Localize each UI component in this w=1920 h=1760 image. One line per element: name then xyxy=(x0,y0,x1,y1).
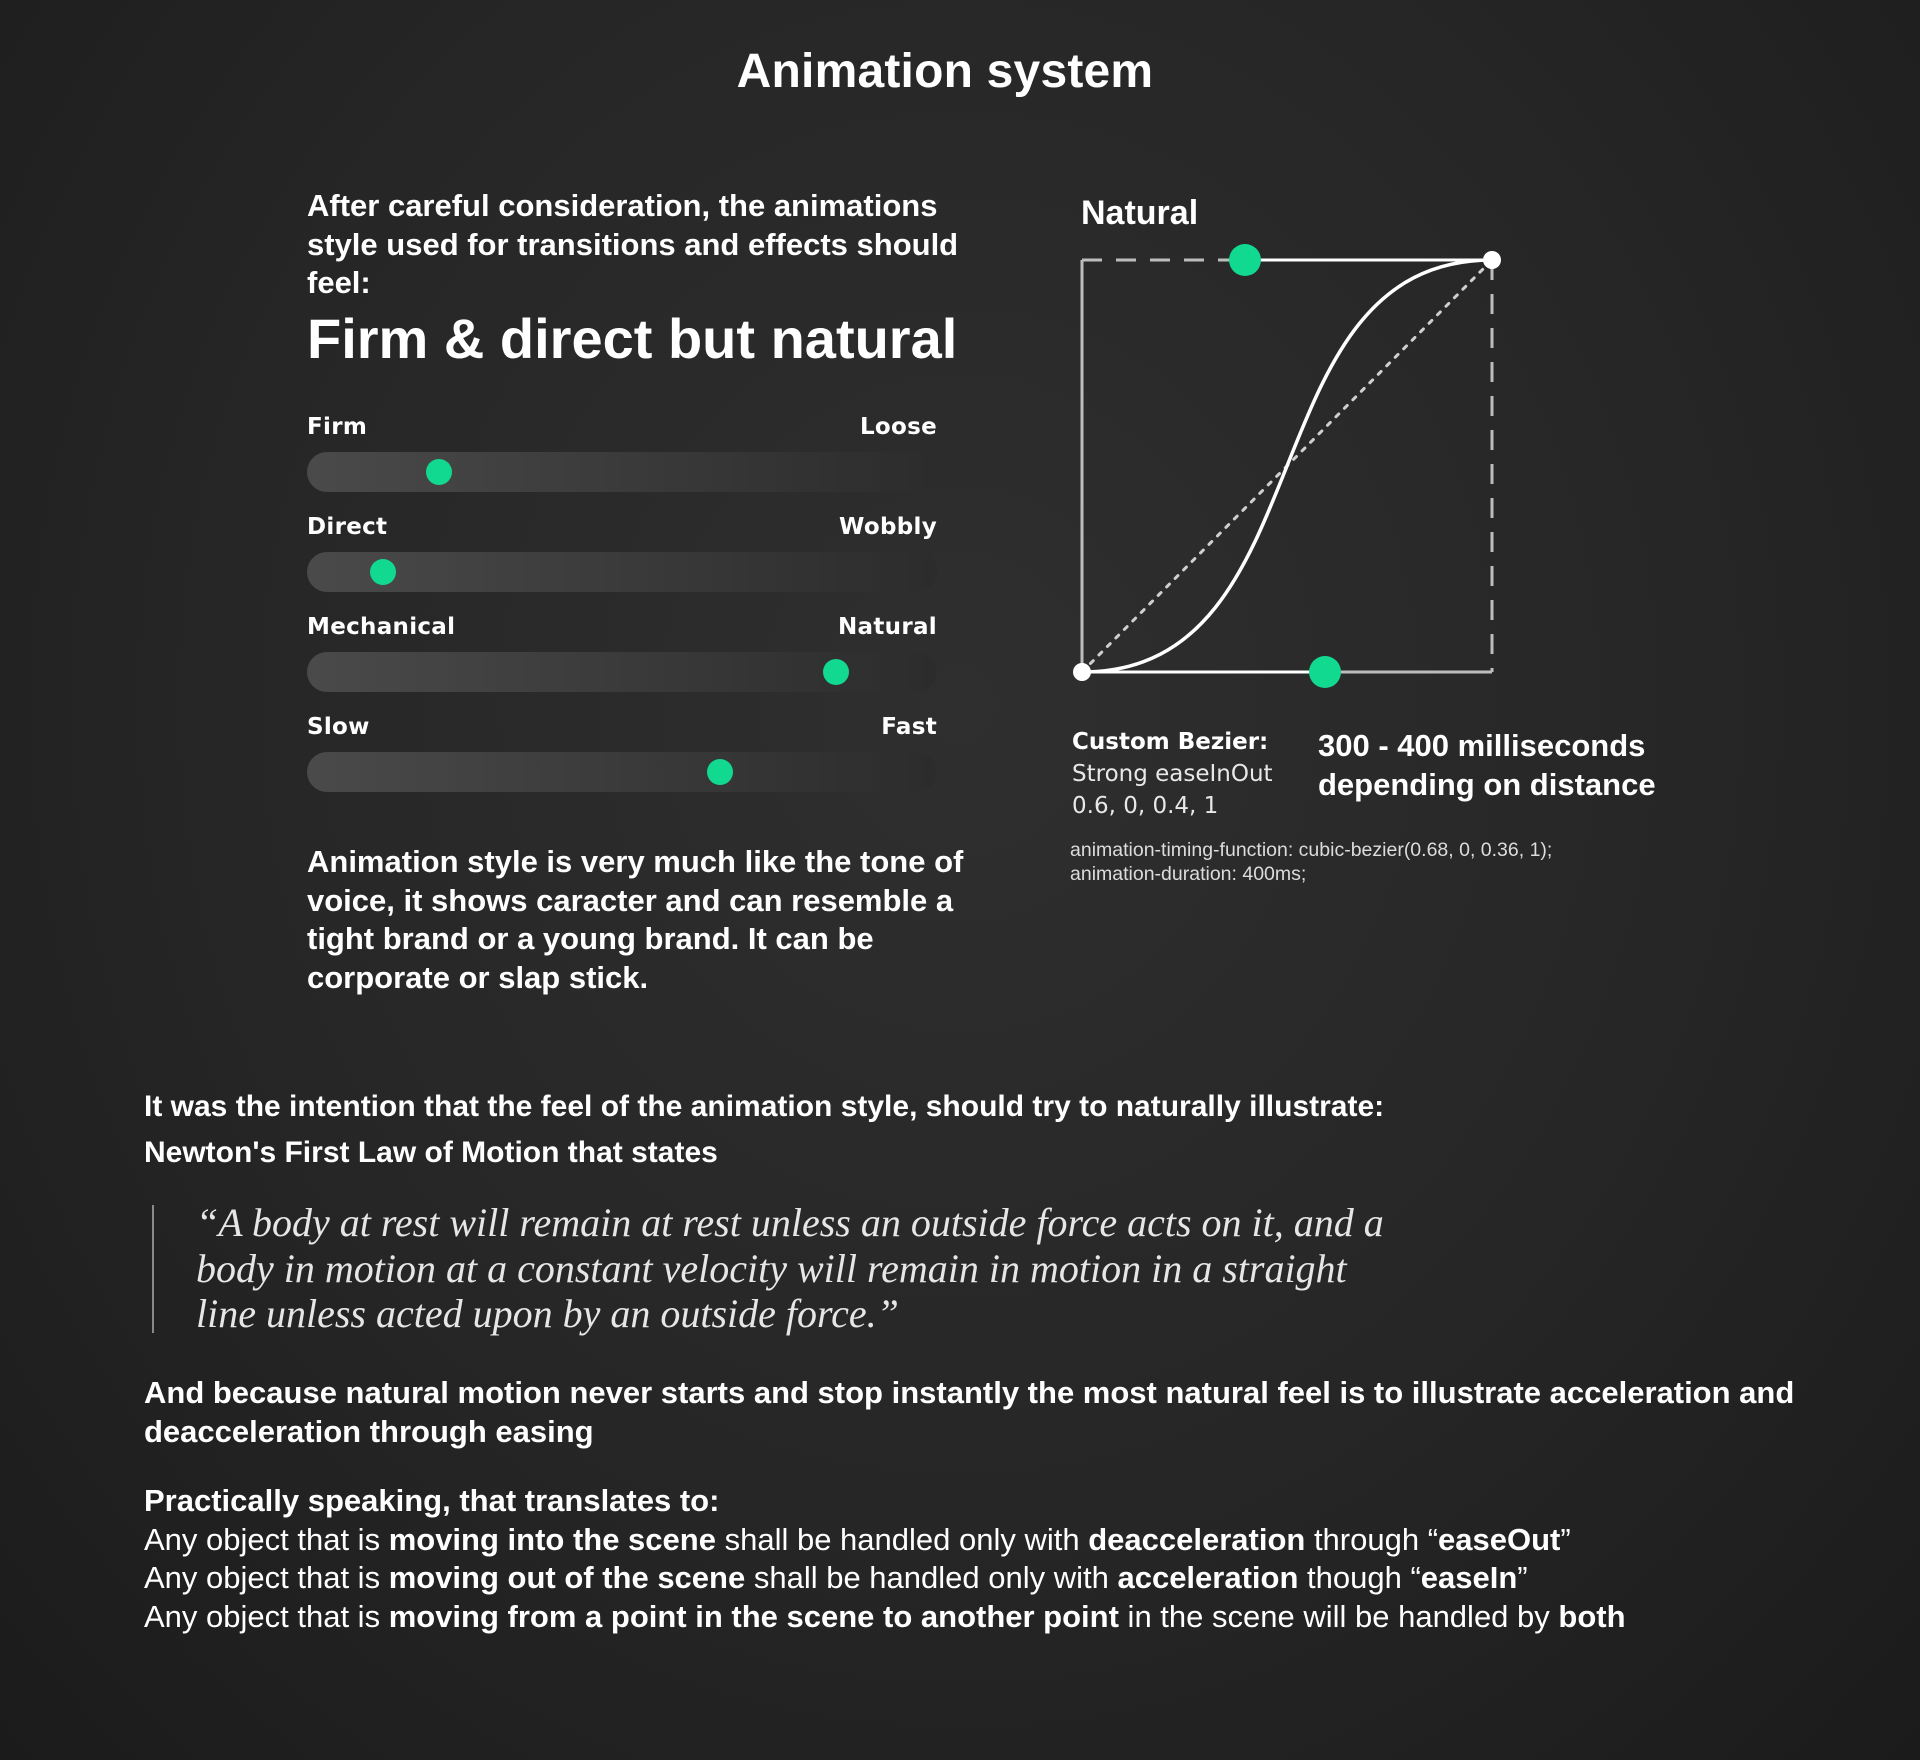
slider-direct-wobbly[interactable] xyxy=(307,514,937,594)
duration-text: 300 - 400 milliseconds depending on distance xyxy=(1318,728,1656,802)
bezier-curve-diagram xyxy=(1040,180,1640,700)
css-code-snippet xyxy=(1070,838,1552,886)
bezier-info-title: Custom Bezier: xyxy=(1072,729,1269,755)
text-part: through “ xyxy=(1305,1521,1439,1557)
slider-right-label: Fast xyxy=(881,714,937,740)
page-title: Animation system xyxy=(736,45,1154,98)
css-code-line: animation-duration: 400ms; xyxy=(1070,863,1307,885)
control-point-2 xyxy=(1229,244,1261,276)
bold-part: easeIn xyxy=(1420,1560,1518,1595)
bezier-info xyxy=(1072,726,1273,822)
slider-left-label: Mechanical xyxy=(307,614,456,640)
slider-knob[interactable] xyxy=(823,659,849,685)
slider-track[interactable] xyxy=(307,552,937,592)
bold-part: deacceleration xyxy=(1088,1521,1306,1557)
text-part: in the scene will be handled by xyxy=(1118,1598,1559,1634)
tone-of-voice-text: Animation style is very much like the tone of voice, it shows caracter and can resemble a tight brand or a young brand. It can be corporate or slap stick. xyxy=(307,844,964,995)
slider-left-label: Slow xyxy=(307,714,370,740)
curve-start-point xyxy=(1073,663,1091,681)
practical-row xyxy=(144,1559,1904,1598)
bold-part: moving from a point in the scene to another point xyxy=(388,1598,1119,1634)
curve-end-point xyxy=(1483,251,1501,269)
css-code-line: animation-timing-function: cubic-bezier(0.68, 0, 0.36, 1); xyxy=(1070,839,1553,861)
control-point-1 xyxy=(1309,656,1341,688)
curve-title: Natural xyxy=(1081,194,1199,232)
slider-track[interactable] xyxy=(307,752,937,792)
slider-left-label: Firm xyxy=(307,414,368,440)
slider-right-label: Wobbly xyxy=(839,514,937,540)
slider-knob[interactable] xyxy=(370,559,396,585)
bezier-info-name: Strong easeInOut xyxy=(1072,761,1273,787)
text-part: Any object that is xyxy=(144,1521,389,1557)
bold-part: acceleration xyxy=(1117,1560,1299,1595)
slider-right-label: Natural xyxy=(838,614,937,640)
headline: Firm & direct but natural xyxy=(307,307,958,370)
slider-slow-fast[interactable] xyxy=(307,714,937,794)
slider-mechanical-natural[interactable] xyxy=(307,614,937,694)
bezier-info-values: 0.6, 0, 0.4, 1 xyxy=(1072,793,1219,819)
practical-section xyxy=(144,1482,1904,1636)
bold-part: moving into the scene xyxy=(388,1521,716,1557)
slider-firm-loose[interactable] xyxy=(307,414,937,494)
practical-row xyxy=(144,1598,1904,1637)
quote-bar xyxy=(152,1205,154,1333)
bold-part: moving out of the scene xyxy=(388,1560,746,1595)
bold-part: easeOut xyxy=(1438,1521,1561,1557)
slider-knob[interactable] xyxy=(707,759,733,785)
text-part: Any object that is xyxy=(144,1560,389,1595)
intro-text: After careful consideration, the animations style used for transitions and effects should feel: xyxy=(307,188,959,300)
practical-row xyxy=(144,1521,1904,1560)
slider-right-label: Loose xyxy=(859,414,937,440)
intention-line-2: Newton's First Law of Motion that states xyxy=(144,1136,718,1169)
text-part: Any object that is xyxy=(144,1598,389,1634)
practical-heading: Practically speaking, that translates to: xyxy=(144,1483,720,1518)
text-part: ” xyxy=(1517,1560,1528,1595)
easing-explanation: And because natural motion never starts and stop instantly the most natural feel is to illustrate acceleration and deacceleration through easing xyxy=(144,1375,1795,1449)
intention-line-1: It was the intention that the feel of the animation style, should try to naturally illustrate: xyxy=(144,1090,1385,1123)
text-part: shall be handled only with xyxy=(745,1560,1118,1595)
slider-track[interactable] xyxy=(307,452,937,492)
text-part: though “ xyxy=(1298,1560,1421,1595)
text-part: ” xyxy=(1560,1521,1571,1557)
slider-left-label: Direct xyxy=(307,514,388,540)
text-part: shall be handled only with xyxy=(715,1521,1089,1557)
bold-part: both xyxy=(1558,1598,1626,1634)
newton-quote: “A body at rest will remain at rest unless an outside force acts on it, and a body in motion at a constant velocity will remain in motion in a straight line unless acted upon by an outside force.” xyxy=(196,1200,1384,1336)
